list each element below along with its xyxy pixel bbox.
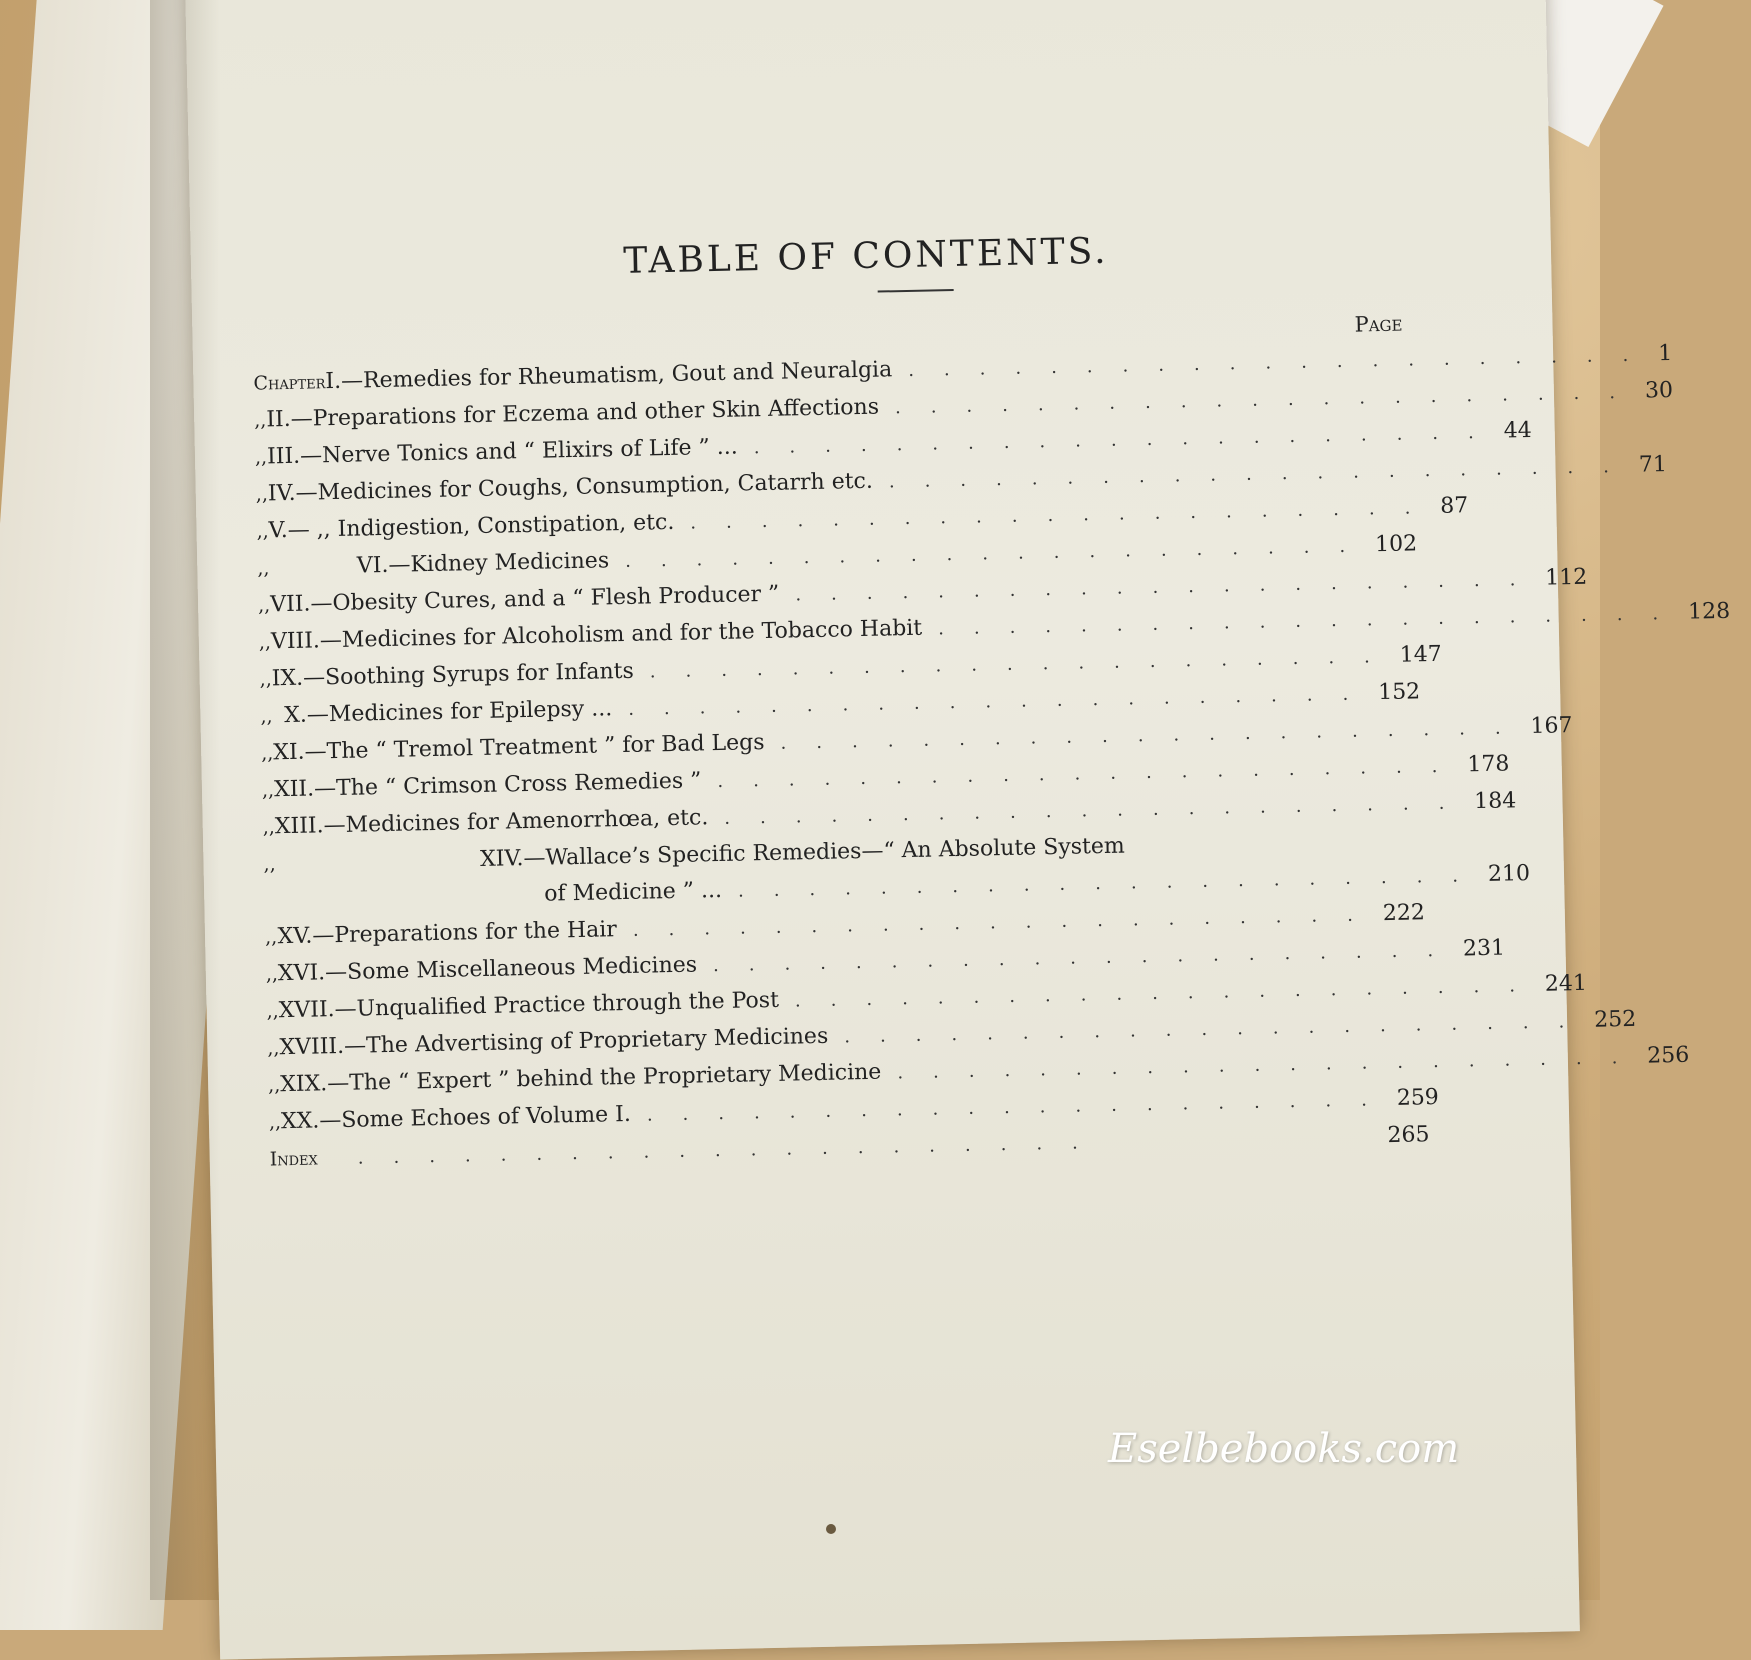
page-number: 241 [1544, 970, 1588, 997]
ditto-mark: ,, [267, 1074, 281, 1097]
chapter-title: —Remedies for Rheumatism, Gout and Neuralgia [340, 357, 893, 394]
toc-title: TABLE OF CONTENTS. [622, 230, 1109, 282]
leader-dots: ..................... [794, 974, 1546, 1012]
leader-dots: ..................... [780, 716, 1531, 754]
chapter-title: —Medicines for Epilepsy ... [306, 696, 613, 728]
book-page [185, 0, 1731, 1660]
page-number: 87 [1440, 493, 1469, 519]
ditto-mark: ,, [262, 816, 276, 839]
ditto-mark: ,, [263, 853, 276, 876]
leader-dots: ..................... [632, 904, 1384, 941]
leader-dots: ..................... [649, 645, 1400, 683]
chapter-number: XV. [277, 923, 313, 950]
chapter-title: —Some Echoes of Volume I. [319, 1101, 632, 1134]
chapter-title: —Nerve Tonics and “ Elixirs of Life ” ... [299, 434, 738, 469]
chapter-title: — ,, Indigestion, Constipation, etc. [287, 509, 675, 543]
toc-entries [253, 340, 1731, 1141]
chapter-number: XVI. [277, 960, 326, 987]
leader-dots: ..................... [908, 344, 1659, 381]
ditto-mark: ,, [261, 779, 275, 802]
page-number: 231 [1462, 935, 1506, 962]
title-rule [878, 289, 954, 293]
leader-dots: ..................... [753, 421, 1504, 459]
chapter-title: —Medicines for Coughs, Consumption, Catarrh etc. [295, 468, 874, 506]
chapter-number: XIX. [279, 1071, 328, 1098]
chapter-title: —Some Miscellaneous Medicines [324, 952, 698, 986]
page-number: 256 [1647, 1042, 1690, 1069]
chapter-number: V. [268, 517, 288, 544]
page-column-header: Page [1354, 311, 1403, 337]
chapter-number: XIV. [479, 846, 524, 873]
chapter-title: —The “ Tremol Treatment ” for Bad Legs [304, 730, 765, 765]
chapter-title: —Kidney Medicines [388, 548, 610, 578]
ditto-mark: ,, [254, 409, 267, 432]
ditto-mark: ,, [255, 483, 269, 506]
chapter-title: —Unqualified Practice through the Post [334, 987, 780, 1023]
leader-dots: ..................... [357, 1131, 1108, 1169]
page-number: 128 [1687, 598, 1731, 625]
leader-dots: ..................... [712, 939, 1464, 977]
chapter-number: IV. [267, 480, 296, 507]
chapter-number: III. [266, 443, 301, 470]
leader-dots: ..................... [690, 496, 1441, 534]
ditto-mark: ,, [257, 557, 270, 580]
ditto-mark: ,, [259, 668, 272, 691]
table-of-contents [251, 224, 1731, 1178]
chapter-title-continuation: of Medicine ” ... [543, 877, 723, 907]
ditto-mark: ,, [254, 446, 268, 469]
page-number: 210 [1487, 861, 1531, 887]
ditto-mark: ,, [260, 742, 274, 765]
chapter-number: VI. [356, 552, 389, 579]
page-number: 184 [1474, 788, 1517, 815]
chapter-title: —The “ Crimson Cross Remedies ” [313, 768, 702, 802]
leader-dots: ..................... [737, 864, 1489, 902]
chapter-number: VIII. [270, 628, 321, 655]
page-number: 178 [1467, 751, 1510, 778]
page-number: 102 [1374, 531, 1418, 558]
page-number: 167 [1530, 713, 1573, 739]
leader-dots: ..................... [888, 455, 1640, 493]
chapter-title: —Medicines for Alcoholism and for the Tobacco Habit [319, 615, 923, 654]
chapter-number: IX. [271, 665, 304, 692]
leader-dots: ..................... [724, 792, 1475, 829]
ditto-mark: ,, [258, 631, 272, 654]
page-number: 259 [1396, 1084, 1440, 1111]
chapter-number: XVII. [278, 997, 335, 1024]
leader-dots: ..................... [844, 1010, 1595, 1048]
page-number: 152 [1377, 679, 1421, 706]
leader-dots: ..................... [897, 1046, 1648, 1084]
gutter-shadow [150, 0, 220, 1600]
page-number: 222 [1382, 900, 1426, 927]
chapter-title: —The “ Expert ” behind the Proprietary Medicine [326, 1059, 882, 1097]
ditto-mark: ,, [267, 1037, 280, 1060]
chapter-title: —Medicines for Amenorrhœa, etc. [323, 805, 709, 839]
page-number: 252 [1593, 1006, 1637, 1033]
leader-dots: ..................... [627, 683, 1379, 720]
ditto-mark: ,, [264, 926, 278, 949]
watermark: Eselbebooks.com [1108, 1426, 1460, 1472]
bleed-through-text [298, 104, 1429, 183]
chapter-title: —Wallace’s Specific Remedies—“ An Absolute System [523, 833, 1126, 872]
leader-dots: ..................... [937, 602, 1689, 640]
chapter-title: —Obesity Cures, and a “ Flesh Producer ” [310, 581, 780, 617]
leader-dots: ..................... [624, 535, 1376, 572]
ditto-mark: ,, [265, 963, 279, 986]
chapter-number: I. [325, 368, 342, 395]
chapter-title: —Soothing Syrups for Infants [302, 658, 635, 691]
ditto-mark: ,, [256, 520, 269, 543]
page-number: 71 [1638, 452, 1668, 478]
page-number: 147 [1399, 641, 1443, 668]
chapter-number: XII. [273, 776, 315, 803]
chapter-number: XIII. [274, 813, 324, 840]
page-number: 112 [1545, 564, 1588, 591]
chapter-number: II. [266, 406, 291, 433]
chapter-number: XVIII. [279, 1033, 345, 1061]
leader-dots: ..................... [717, 755, 1468, 793]
chapter-label: Chapter [253, 371, 326, 395]
chapter-title: —Preparations for the Hair [312, 917, 618, 949]
ditto-mark: ,, [266, 1000, 279, 1023]
chapter-title: —The Advertising of Proprietary Medicines [343, 1023, 829, 1059]
leader-dots: ..................... [894, 381, 1646, 419]
chapter-number: XI. [273, 739, 305, 766]
page-number: 30 [1644, 377, 1674, 404]
chapter-title: —Preparations for Eczema and other Skin Affections [290, 394, 880, 432]
page-number: 44 [1503, 417, 1532, 444]
ink-spot [826, 1524, 836, 1534]
page-number: 1 [1657, 340, 1673, 367]
ditto-mark: ,, [268, 1111, 282, 1134]
ditto-mark: ,, [257, 594, 271, 617]
chapter-number: X. [283, 702, 308, 729]
index-page-number: 265 [1387, 1122, 1430, 1149]
ditto-mark: ,, [260, 705, 273, 728]
index-label: Index [269, 1147, 319, 1171]
leader-dots: ..................... [646, 1088, 1398, 1126]
chapter-number: VII. [269, 591, 311, 618]
leader-dots: ..................... [795, 568, 1546, 606]
chapter-number: XX. [280, 1108, 320, 1135]
